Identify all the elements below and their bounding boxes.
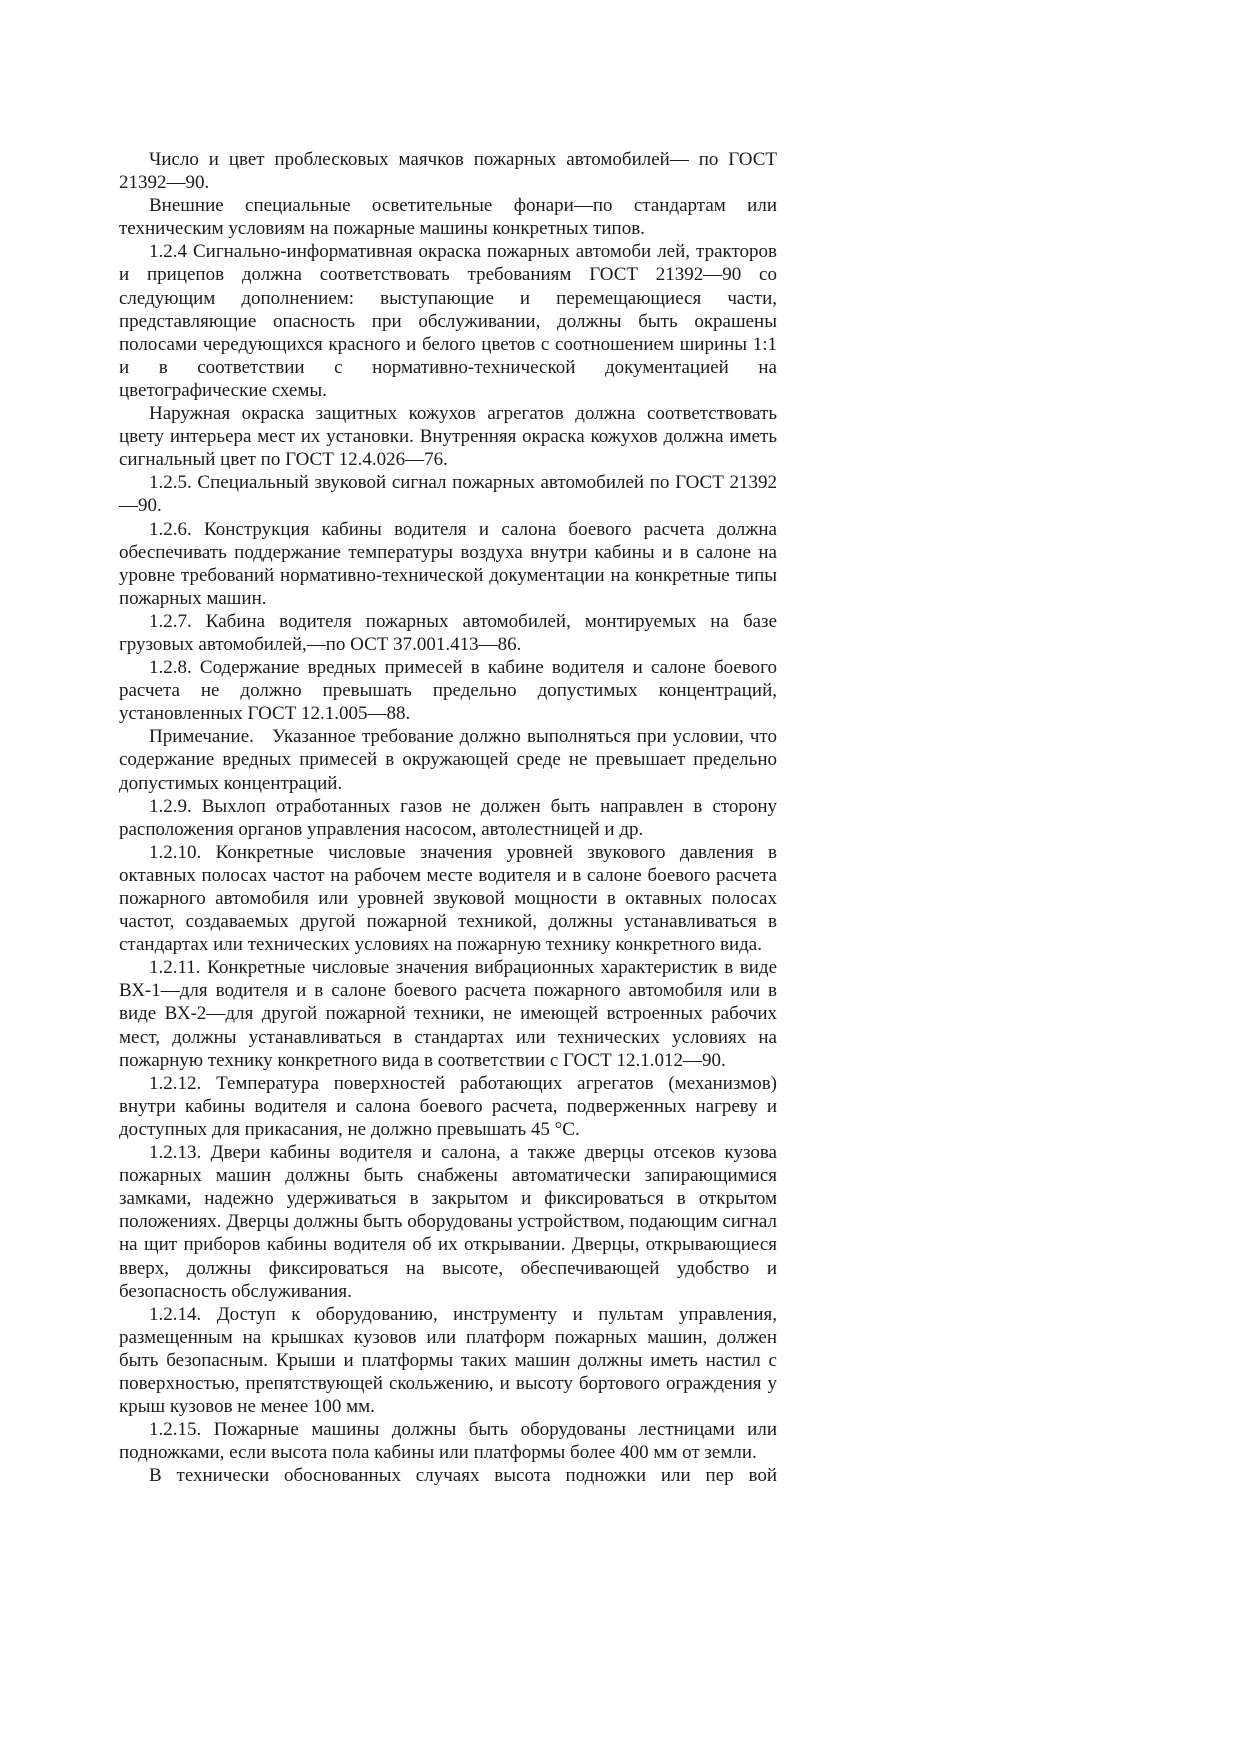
paragraph-justified-cases: В технически обоснованных случаях высота подножки или пер вой — [149, 1465, 777, 1487]
paragraph-1-2-8: 1.2.8. Содержание вредных примесей в кабине водителя и салоне боевого расчета не должно превышать предельно допустимых концентраций, установленных ГОСТ 12.1.005—88. — [119, 657, 777, 725]
paragraph-1-2-5: 1.2.5. Специальный звуковой сигнал пожарных автомобилей по ГОСТ 21392—90. — [119, 472, 777, 517]
paragraph-1-2-13: 1.2.13. Двери кабины водителя и салона, а также дверцы отсеков кузова пожарных машин должны быть снабжены автоматически запирающимися замками, надежно удерживаться в закрытом и фиксироваться в открытом положениях. Дверцы должны быть оборудованы устройством, подающим сигнал на щит приборов кабины водителя об их открывании. Дверцы, открывающиеся вверх, должны фиксироваться на высоте, обеспечивающей удобство и безопасность обслуживания. — [119, 1142, 777, 1302]
document-page — [119, 148, 782, 1487]
paragraph-1-2-10: 1.2.10. Конкретные числовые значения уровней звукового давления в октавных полосах частот на рабочем месте водителя и в салоне боевого расчета пожарного автомобиля или уровней звуковой мощности в октавных полосах частот, создаваемых другой пожарной техникой, должны устанавливаться в стандартах или технических условиях на пожарную технику конкретного вида. — [119, 841, 777, 956]
paragraph-1-2-14: 1.2.14. Доступ к оборудованию, инструменту и пультам управления, размещенным на крышках кузовов или платформ пожарных машин, должен быть безопасным. Крыши и платформы таких машин должны иметь настил с поверхностью, препятствующей скольжению, и высоту бортового ограждения у крыш кузовов не менее 100 мм. — [119, 1303, 777, 1418]
paragraph-1-2-7: 1.2.7. Кабина водителя пожарных автомобилей, монтируемых на базе грузовых автомобилей,—по ОСТ 37.001.413—86. — [119, 610, 777, 655]
paragraph-note: Примечание. Указанное требование должно выполняться при условии, что содержание вредных примесей в окружающей среде не превышает предельно допустимых концентраций. — [119, 726, 782, 794]
paragraph-covers-paint: Наружная окраска защитных кожухов агрегатов должна соответствовать цвету интерьера мест их установки. Внутренняя окраска кожухов должна иметь сигнальный цвет по ГОСТ 12.4.026—76. — [119, 403, 777, 471]
paragraph-1-2-4: 1.2.4 Сигнально-информативная окраска пожарных автомоби лей, тракторов и прицепов должна соответствовать требованиям ГОСТ 21392—90 со следующим дополнением: выступающие и перемещающиеся части, представляющие опасность при обслуживании, должны быть окрашены полосами чередующихся красного и белого цветов с соотношением ширины 1:1 и в соответствии с нормативно-технической документацией на цветографические схемы. — [119, 241, 777, 401]
paragraph-1-2-6: 1.2.6. Конструкция кабины водителя и салона боевого расчета должна обеспечивать поддержание температуры воздуха внутри кабины и в салоне на уровне требований нормативно-технической документации на конкретные типы пожарных машин. — [119, 518, 777, 609]
paragraph-beacons: Число и цвет проблесковых маячков пожарных автомобилей— по ГОСТ 21392—90. — [119, 149, 777, 194]
paragraph-1-2-12: 1.2.12. Температура поверхностей работающих агрегатов (механизмов) внутри кабины водителя и салона боевого расчета, подверженных нагреву и доступных для прикасания, не должно превышать 45 °С. — [119, 1072, 777, 1140]
paragraph-1-2-11: 1.2.11. Конкретные числовые значения вибрационных характеристик в виде ВХ-1—для водителя и в салоне боевого расчета пожарного автомобиля или в виде ВХ-2—для другой пожарной техники, не имеющей встроенных рабочих мест, должны устанавливаться в стандартах или технических условиях на пожарную технику конкретного вида в соответствии с ГОСТ 12.1.012—90. — [119, 957, 777, 1071]
paragraph-1-2-9: 1.2.9. Выхлоп отработанных газов не должен быть направлен в сторону расположения органов управления насосом, автолестницей и др. — [119, 795, 777, 840]
paragraph-1-2-15: 1.2.15. Пожарные машины должны быть оборудованы лестницами или подножками, если высота пола кабины или платформы более 400 мм от земли. — [119, 1419, 777, 1464]
paragraph-lights: Внешние специальные осветительные фонари—по стандартам или техническим условиям на пожарные машины конкретных типов. — [119, 195, 777, 240]
